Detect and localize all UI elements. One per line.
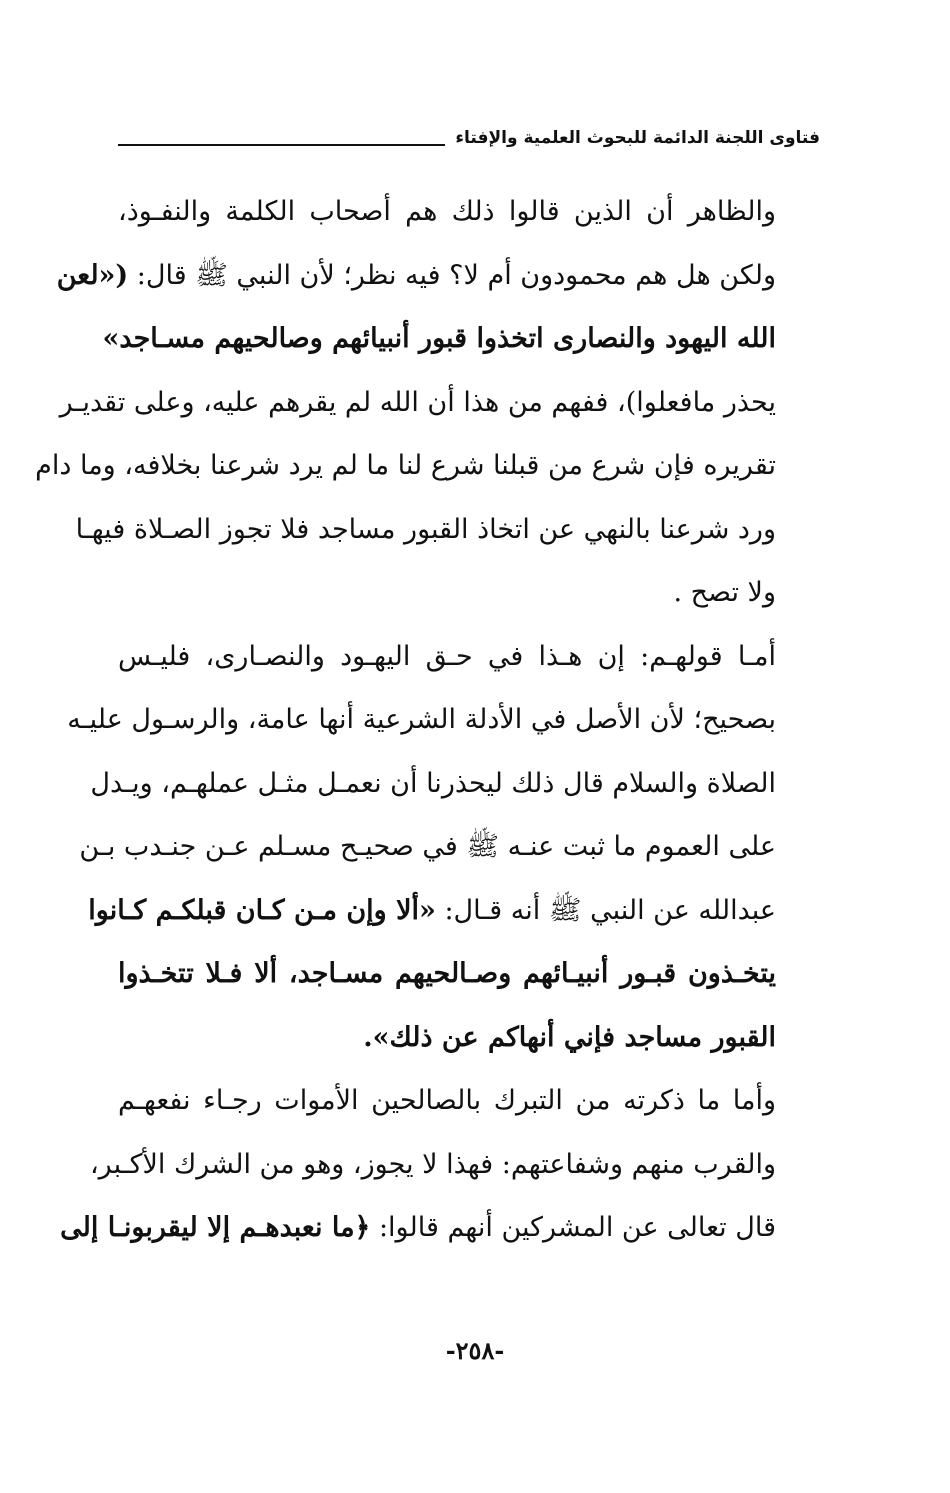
text-line: وأما ما ذكرته من التبرك بالصالحين الأموات رجـاء نفعهـم — [118, 1085, 776, 1116]
header-rule — [118, 144, 445, 146]
paragraph-3 — [60, 1069, 820, 1260]
page-number: -٢٥٨- — [445, 1336, 505, 1365]
hadith-quote: القبور مساجد فإني أنهاكم عن ذلك». — [363, 1021, 776, 1053]
text-line: ولا تصح . — [673, 577, 776, 608]
text-line — [118, 942, 820, 1006]
text-line: يحذر مافعلوا)، ففهم من هذا أن الله لم يقرهم عليه، وعلى تقديـر — [59, 386, 776, 418]
text-line — [102, 307, 820, 371]
text-line — [60, 1196, 820, 1260]
quran-quote: ﴿ما نعبدهـم إلا ليقربونـا إلى — [60, 1212, 371, 1243]
paragraph-2 — [67, 625, 820, 1070]
text-line: تقريره فإن شرع من قبلنا شرع لنا ما لم يرد شرعنا بخلافه، وما دام — [35, 450, 776, 481]
text-line: والقرب منهم وشفاعتهم: فهذا لا يجوز، وهو من الشرك الأكـبر، — [89, 1148, 776, 1180]
hadith-quote: يتخـذون قبـور أنبيـائهم وصـالحيهم مسـاجد، ألا فـلا تتخـذوا — [118, 958, 776, 989]
text-line: ورد شرعنا بالنهي عن اتخاذ القبور مساجد فلا تجوز الصـلاة فيهـا — [75, 513, 776, 545]
running-header — [118, 118, 820, 158]
text-line — [88, 879, 820, 943]
header-title: فتاوى اللجنة الدائمة للبحوث العلمية والإفتاء — [455, 128, 820, 148]
body-text — [35, 180, 820, 1260]
text-line: والظاهر أن الذين قالوا ذلك هم أصحاب الكلمة والنفـوذ، — [118, 196, 776, 227]
text-line: على العموم ما ثبت عنـه ﷺ في صحيـح مسـلم عـن جنـدب بـن — [79, 831, 776, 862]
text-line: بصحيح؛ لأن الأصل في الأدلة الشرعية أنها عامة، والرسـول عليـه — [67, 704, 776, 735]
text-line: أمـا قولهـم: إن هـذا في حـق اليهـود والنصـارى، فليـس — [118, 640, 776, 672]
text-run: ولكن هل هم محمودون أم لا؟ فيه نظر؛ لأن النبي ﷺ قال: — [128, 259, 776, 291]
text-run: عبدالله عن النبي ﷺ أنه قـال: — [435, 894, 776, 926]
text-line: الصلاة والسلام قال ذلك ليحذرنا أن نعمـل مثـل عملهـم، ويـدل — [90, 767, 776, 799]
hadith-quote: («لعن — [56, 259, 129, 291]
hadith-quote: الله اليهود والنصارى اتخذوا قبور أنبيائهم وصالحيهم مسـاجد» — [102, 323, 776, 354]
text-run: قال تعالى عن المشركين أنهم قالوا: — [370, 1212, 776, 1243]
text-line — [118, 1006, 820, 1070]
hadith-quote: «ألا وإن مـن كـان قبلكـم كـانوا — [88, 894, 436, 926]
text-line — [56, 244, 820, 308]
paragraph-1 — [35, 180, 820, 625]
